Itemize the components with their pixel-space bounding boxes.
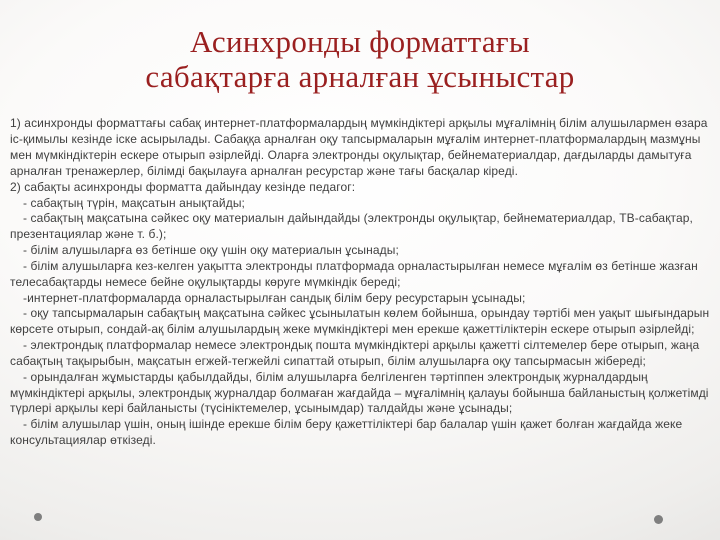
slide-title	[0, 0, 720, 94]
body-bullet: - орындалған жұмыстарды қабылдайды, білім алушыларға белгіленген тәртіппен электрондық журналдардың мүмкіндіктері арқылы, электрондық журналдар болмаған жағдайда – мұғалімнің қалауы бойынша байланыстың қолжетімді түрлері арқылы кері байланысты (түсініктемелер, ұсынымдар) талдайды және ұсынады;	[10, 369, 709, 416]
body-bullet: - оқу тапсырмаларын сабақтың мақсатына сәйкес ұсынылатын көлем бойынша, орындау тәртібі мен уақыт шығындарын көрсете отырып, сондай-ақ білім алушылардың жеке мүмкіндіктері мен ерекше қажеттіліктерін ескере отырып әзірлейді;	[10, 306, 710, 337]
body-bullet: - сабақтың мақсатына сәйкес оқу материалын дайындайды (электронды оқулықтар, бейнематериалдар, ТВ-сабақтар, презентациялар және т. б.);	[10, 211, 693, 242]
slide-body	[0, 116, 720, 448]
decorative-dot-right	[654, 515, 663, 524]
slide-title-line2: сабақтарға арналған ұсыныстар	[145, 58, 575, 94]
body-bullet: - сабақтың түрін, мақсатын анықтайды;	[23, 195, 245, 210]
body-bullet: - білім алушыларға өз бетінше оқу үшін оқу материалын ұсынады;	[23, 243, 399, 258]
body-bullet: -интернет-платформаларда орналастырылған сандық білім беру ресурстарын ұсынады;	[23, 290, 526, 305]
body-paragraph-numbered-1: 1) асинхронды форматтағы сабақ интернет-платформалардың мүмкіндіктері арқылы мұғалімнің білім алушылармен өзара іс-қимылы кезінде іске асырылады. Сабаққа арналған оқу тапсырмаларын мұғалім интернет-платформалардың мазмұны мен мүмкіндіктерін ескере отырып әзірлейді. Оларға электронды оқулықтар, бейнематериалдар, дағдыларды дамытуға арналған тренажерлер, білімді бақылауға арналған ресурстар және тағы басқалар кіреді.	[10, 116, 708, 178]
slide-title-line1: Асинхронды форматтағы	[189, 24, 531, 59]
body-bullet: - білім алушылар үшін, оның ішінде ерекше білім беру қажеттіліктері бар балалар үшін қажет болған жағдайда жеке консультациялар өткізеді.	[10, 417, 683, 447]
decorative-dot-left	[34, 513, 42, 521]
body-bullet: - білім алушыларға кез-келген уақытта электронды платформада орналастырылған немесе мұғалім өз бетінше жазған телесабақтарды немесе бейне оқулықтарды көруге мүмкіндік береді;	[10, 258, 698, 289]
body-bullet: - электрондық платформалар немесе электрондық пошта мүмкіндіктері арқылы қажетті сілтемелер бере отырып, жаңа сабақтың тақырыбын, мақсатын егжей-тегжейлі сипаттай отырып, білім алушыларға оқу тапсырмасын жібереді;	[10, 338, 700, 368]
body-paragraph-numbered-2: 2) сабақты асинхронды форматта дайындау кезінде педагог:	[10, 179, 356, 194]
